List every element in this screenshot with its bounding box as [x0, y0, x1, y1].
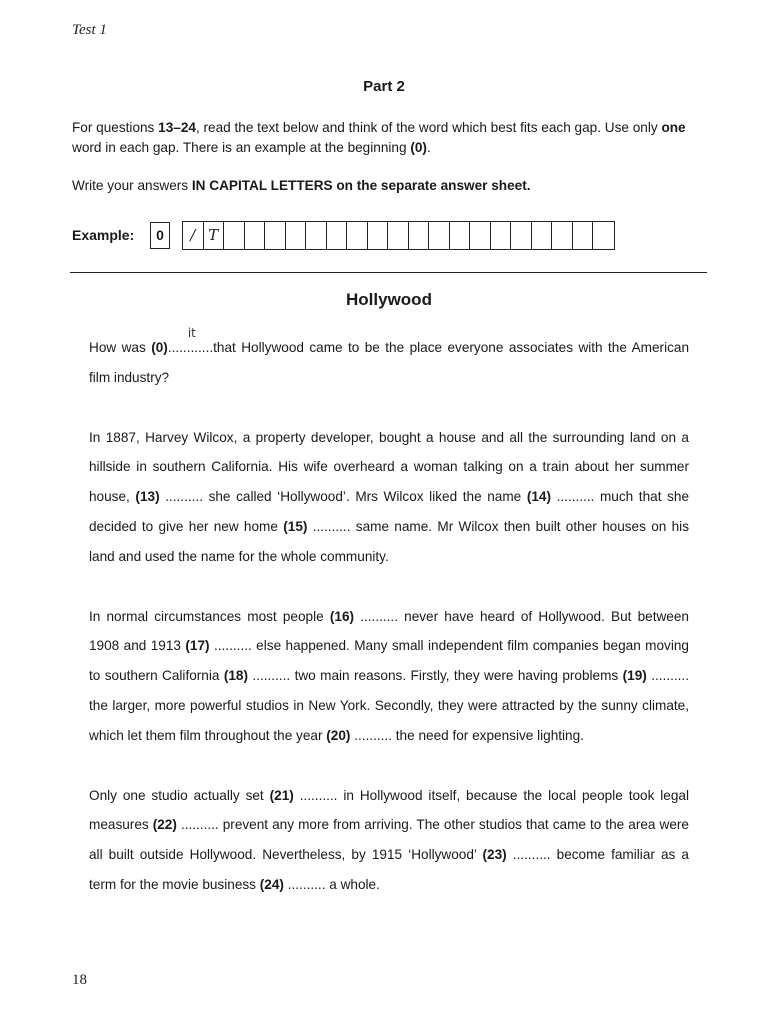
example-row — [72, 220, 615, 250]
instructions-paragraph-2: Write your answers IN CAPITAL LETTERS on the separate answer sheet. — [72, 178, 531, 193]
gap-number: (16) — [329, 608, 355, 624]
answer-cell — [306, 222, 327, 249]
question-range: 13–24 — [158, 120, 196, 135]
answer-cell: / — [183, 222, 204, 249]
gap-number: (14) — [526, 489, 552, 505]
example-number-box: 0 — [150, 222, 170, 249]
answer-cell — [470, 222, 491, 249]
answer-cell — [265, 222, 286, 249]
passage — [89, 326, 690, 930]
instructions — [72, 118, 712, 214]
gap-number: (20) — [326, 727, 351, 743]
test-label: Test 1 — [72, 22, 107, 38]
handwritten-answer: it — [187, 326, 196, 340]
passage-paragraph-4: Only one studio actually set (21) .......... in Hollywood itself, because the local people took legal measures (22) .......... prevent any more from arriving. The other studios that came to the area were all built outside Hollywood. Nevertheless, by 1915 ‘Hollywood’ (23) .......... become familiar as a term for the movie business (24) .......... a whole. — [89, 787, 690, 892]
gap-number: (0) — [151, 340, 168, 355]
answer-cell — [388, 222, 409, 249]
gap-number: (13) — [135, 489, 160, 505]
instructions-paragraph-1: For questions 13–24, read the text below and think of the word which best fits each gap. Use only one word in each gap. There is an example at the beginning (0). — [72, 120, 686, 155]
answer-cell — [286, 222, 307, 249]
gap-number: (19) — [622, 668, 647, 684]
example-gap: it ............ — [168, 333, 213, 363]
answer-cell — [224, 222, 245, 249]
text-title: Hollywood — [346, 290, 432, 309]
answer-cell — [429, 222, 450, 249]
gap-number: (18) — [223, 668, 249, 684]
page-number: 18 — [72, 972, 87, 988]
part-title: Part 2 — [363, 78, 405, 95]
answer-cell — [245, 222, 266, 249]
one-word-emphasis: one — [661, 120, 686, 135]
answer-cell — [511, 222, 532, 249]
example-label: Example: — [72, 227, 135, 243]
answer-cell — [347, 222, 368, 249]
example-answer-grid — [182, 221, 615, 250]
answer-cell — [593, 222, 614, 249]
gap-number: (15) — [283, 518, 308, 534]
answer-cell: T — [204, 222, 225, 249]
gap-number: (21) — [269, 787, 294, 803]
capital-letters-emphasis: IN CAPITAL LETTERS on the separate answer sheet. — [191, 178, 531, 193]
gap-number: (22) — [152, 817, 177, 833]
gap-number: (23) — [482, 847, 507, 863]
answer-cell — [552, 222, 573, 249]
gap-number: (24) — [259, 876, 284, 892]
divider — [70, 272, 707, 273]
answer-cell — [450, 222, 471, 249]
answer-cell — [532, 222, 553, 249]
passage-paragraph-3: In normal circumstances most people (16) .......... never have heard of Hollywood. But between 1908 and 1913 (17) .......... else happened. Many small independent film companies began moving to southern California (18) .......... two main reasons. Firstly, they were having problems (19) .......... the larger, more powerful studios in New York. Secondly, they were attracted by the sunny climate, which let them film throughout the year (20) .......... the need for expensive lighting. — [89, 608, 689, 743]
answer-cell — [409, 222, 430, 249]
example-reference: (0) — [410, 140, 427, 155]
answer-cell — [327, 222, 348, 249]
passage-paragraph-2: In 1887, Harvey Wilcox, a property developer, bought a house and all the surrounding land on a hillside in southern California. His wife overheard a woman talking on a train about her summer house, (13) .......... she called ‘Hollywood’. Mrs Wilcox liked the name (14) .......... much that she decided to give her new home (15) .......... same name. Mr Wilcox then built other houses on his land and used the name for the whole community. — [89, 429, 689, 564]
answer-cell — [491, 222, 512, 249]
answer-cell — [368, 222, 389, 249]
gap-number: (17) — [185, 638, 210, 654]
answer-cell — [573, 222, 594, 249]
passage-paragraph-1: How was (0) it ............that Hollywood came to be the place everyone associates with the American film industry? — [89, 333, 689, 393]
